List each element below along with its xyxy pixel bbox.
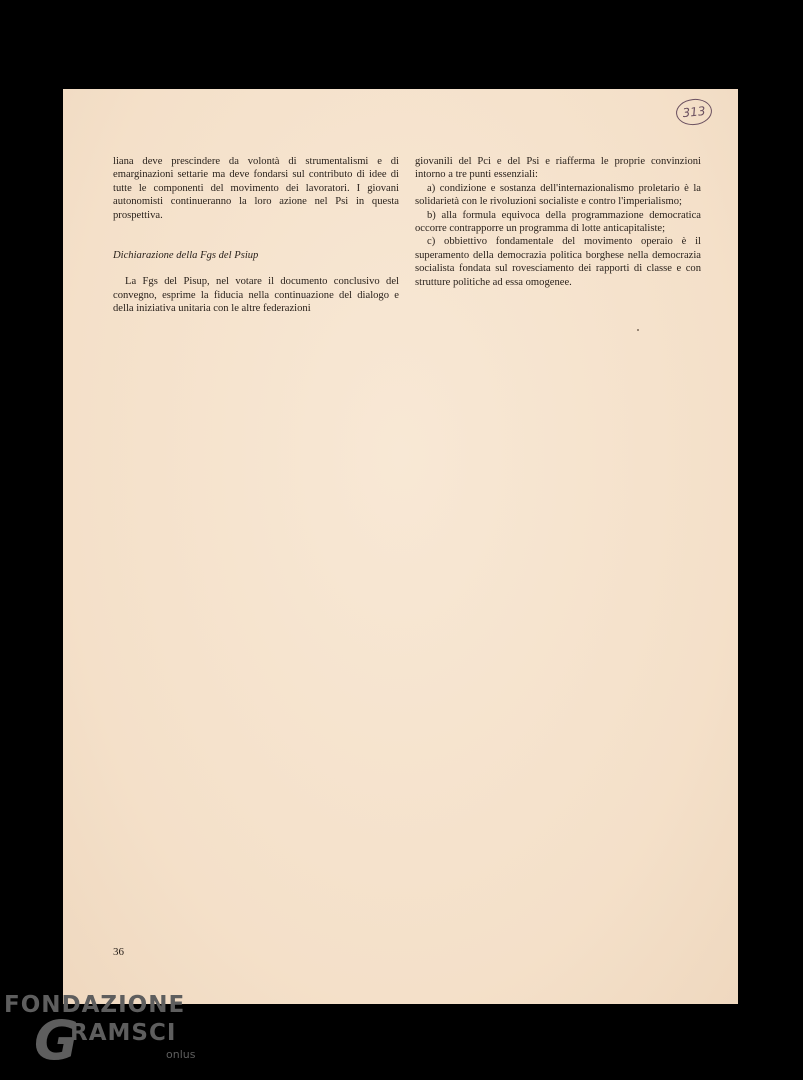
watermark-onlus: onlus [166, 1048, 196, 1061]
right-paragraph-1: giovanili del Pci e del Psi e riafferma le proprie convinzioni intorno a tre punti essenziali: [415, 156, 701, 181]
watermark-line-2: RAMSCI [70, 1020, 177, 1046]
watermark-g-letter: G [34, 1009, 79, 1072]
list-item-b: b) alla formula equivoca della programmazione democratica occorre contrapporre un programma di lotte anticapitaliste; [415, 209, 701, 235]
left-paragraph-2: La Fgs del Pisup, nel votare il documento conclusivo del convegno, esprime la fiducia nella continuazione del dialogo e della iniziativa unitaria con le altre federazioni [113, 276, 399, 315]
section-subheading: Dichiarazione della Fgs del Psiup [113, 250, 259, 262]
watermark-line-1: FONDAZIONE [4, 992, 186, 1018]
left-column [113, 155, 399, 316]
handwritten-folio-mark: 313 [675, 97, 714, 127]
list-item-c: c) obbiettivo fondamentale del movimento operaio è il superamento della democrazia politica borghese nella democrazia socialista fondata sul rovesciamento dei rapporti di classe e con strutture politiche ad essa omogenee. [415, 236, 701, 288]
fondazione-gramsci-watermark [4, 990, 204, 1075]
page-number: 36 [113, 946, 124, 958]
list-item-a: a) condizione e sostanza dell'internazionalismo proletario è la solidarietà con le rivoluzioni socialiste e contro l'imperialismo; [415, 182, 701, 208]
right-column [415, 155, 701, 289]
document-page [63, 89, 738, 1004]
paper-speck [637, 329, 639, 331]
left-paragraph-1: liana deve prescindere da volontà di strumentalismi e di emarginazioni settarie ma deve fondarsi sul contributo di idee di tutte le componenti del movimento dei lavoratori. I giovani autonomisti continueranno la loro azione nel Psi in questa prospettiva. [113, 156, 399, 221]
